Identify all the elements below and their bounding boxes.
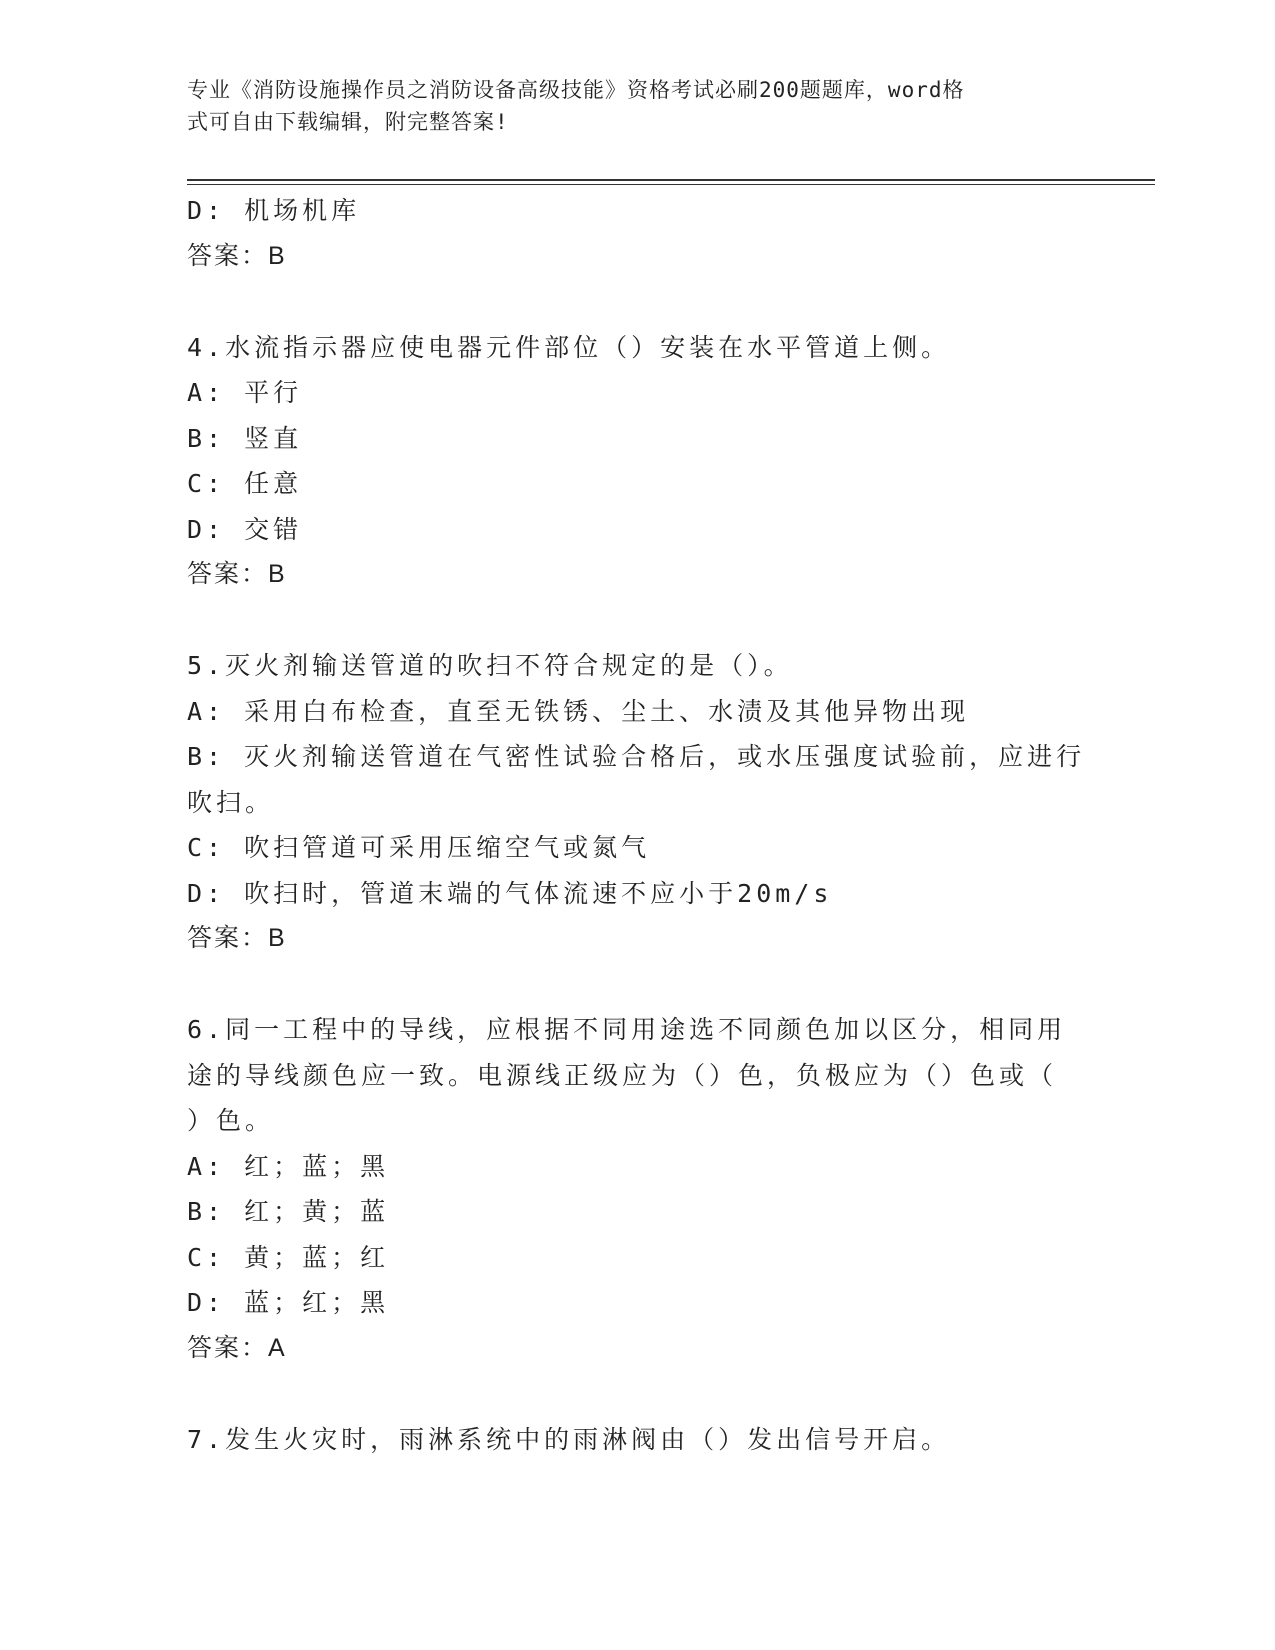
- answer: 答案：B: [187, 924, 287, 952]
- option-b: B: 红；黄；蓝: [187, 1197, 390, 1226]
- option-a: A: 采用白布检查，直至无铁锈、尘土、水渍及其他异物出现: [187, 696, 970, 726]
- option-b: B: 灭火剂输送管道在气密性试验合格后，或水压强度试验前，应进行: [187, 742, 1086, 771]
- question-stem: 4.水流指示器应使电器元件部位（）安装在水平管道上侧。: [187, 332, 951, 362]
- option-b: B: 竖直: [187, 423, 303, 453]
- option-d: D: 蓝；红；黑: [187, 1288, 390, 1317]
- option-c: C: 黄；蓝；红: [187, 1242, 390, 1272]
- header-title-line-2: 式可自由下载编辑，附完整答案!: [187, 110, 509, 134]
- spacer: [187, 1371, 1087, 1417]
- option-d: D: 吹扫时，管道末端的气体流速不应小于20m/s: [187, 878, 833, 908]
- spacer: [187, 598, 1087, 644]
- answer: 答案：A: [187, 1333, 287, 1362]
- option-c: C: 吹扫管道可采用压缩空气或氮气: [187, 833, 651, 862]
- spacer: [187, 962, 1087, 1008]
- header-divider: [187, 179, 1155, 185]
- question-stem-continued: 途的导线颜色应一致。电源线正级应为（）色，负极应为（）色或（: [187, 1060, 1058, 1090]
- answer: 答案：B: [187, 560, 287, 588]
- option-b-continued: 吹扫。: [187, 787, 275, 817]
- option-a: A: 平行: [187, 378, 303, 407]
- page-header: [187, 74, 1067, 138]
- question-stem-continued: ）色。: [187, 1106, 275, 1135]
- option-a: A: 红；蓝；黑: [187, 1151, 390, 1181]
- option-c: C: 任意: [187, 469, 303, 498]
- header-title-line-1: 专业《消防设施操作员之消防设备高级技能》资格考试必刷200题题库，word格: [187, 78, 965, 102]
- option-d: D: 机场机库: [187, 196, 361, 225]
- answer: 答案：B: [187, 241, 287, 270]
- document-body: [187, 188, 1087, 1462]
- option-d: D: 交错: [187, 514, 303, 544]
- question-stem: 6.同一工程中的导线，应根据不同用途选不同颜色加以区分，相同用: [187, 1015, 1067, 1044]
- question-stem: 7.发生火灾时，雨淋系统中的雨淋阀由（）发出信号开启。: [187, 1424, 951, 1454]
- question-stem: 5.灭火剂输送管道的吹扫不符合规定的是（）。: [187, 651, 793, 680]
- spacer: [187, 279, 1087, 325]
